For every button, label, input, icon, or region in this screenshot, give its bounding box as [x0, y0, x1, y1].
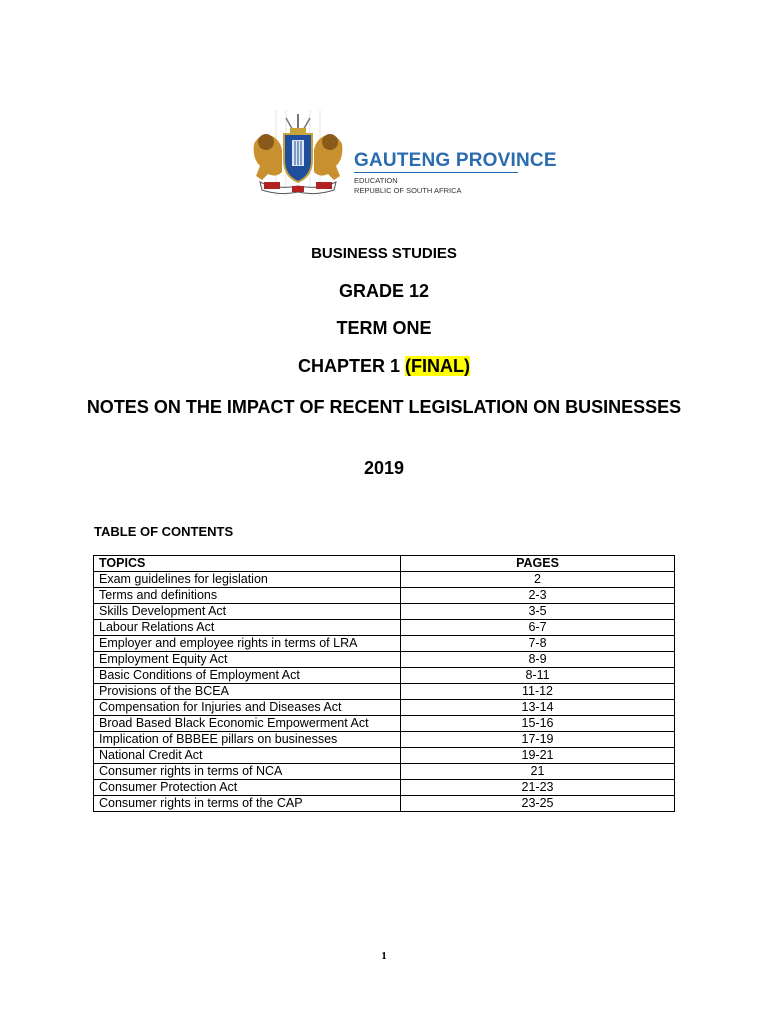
pages-cell: 13-14 [401, 700, 675, 716]
topic-cell: Compensation for Injuries and Diseases Act [94, 700, 401, 716]
pages-cell: 8-9 [401, 652, 675, 668]
grade-heading: GRADE 12 [338, 281, 430, 301]
topic-cell: Skills Development Act [94, 604, 401, 620]
pages-cell: 3-5 [401, 604, 675, 620]
topics-header: TOPICS [94, 556, 401, 572]
pages-cell: 15-16 [401, 716, 675, 732]
pages-cell: 6-7 [401, 620, 675, 636]
pages-cell: 2-3 [401, 588, 675, 604]
topic-cell: Employment Equity Act [94, 652, 401, 668]
topic-cell: Labour Relations Act [94, 620, 401, 636]
table-row [94, 796, 675, 812]
table-row [94, 572, 675, 588]
topic-cell: Implication of BBBEE pillars on businesses [94, 732, 401, 748]
coat-of-arms-icon [246, 110, 350, 196]
table-row [94, 748, 675, 764]
pages-cell: 7-8 [401, 636, 675, 652]
pages-cell: 11-12 [401, 684, 675, 700]
table-row [94, 732, 675, 748]
pages-header: PAGES [401, 556, 675, 572]
pages-cell: 21 [401, 764, 675, 780]
pages-cell: 8-11 [401, 668, 675, 684]
table-row [94, 700, 675, 716]
pages-cell: 19-21 [401, 748, 675, 764]
table-row [94, 716, 675, 732]
table-row [94, 780, 675, 796]
term-heading: TERM ONE [336, 318, 432, 338]
toc-table [93, 555, 675, 812]
table-row [94, 604, 675, 620]
pages-cell: 2 [401, 572, 675, 588]
gauteng-logo [246, 110, 557, 200]
country-name: REPUBLIC OF SOUTH AFRICA [354, 186, 462, 195]
topic-cell: Provisions of the BCEA [94, 684, 401, 700]
table-row [94, 588, 675, 604]
page-number: 1 [381, 950, 387, 962]
pages-cell: 21-23 [401, 780, 675, 796]
topic-cell: National Credit Act [94, 748, 401, 764]
topic-cell: Basic Conditions of Employment Act [94, 668, 401, 684]
topic-cell: Consumer Protection Act [94, 780, 401, 796]
year-heading: 2019 [363, 458, 405, 478]
logo-divider [354, 172, 518, 173]
chapter-label: CHAPTER 1 [297, 356, 400, 376]
toc-header-row [94, 556, 675, 572]
topic-cell: Exam guidelines for legislation [94, 572, 401, 588]
topic-cell: Broad Based Black Economic Empowerment Act [94, 716, 401, 732]
topic-cell: Employer and employee rights in terms of LRA [94, 636, 401, 652]
pages-cell: 23-25 [401, 796, 675, 812]
topic-cell: Terms and definitions [94, 588, 401, 604]
chapter-heading [0, 356, 768, 377]
table-row [94, 764, 675, 780]
table-row [94, 668, 675, 684]
topic-cell: Consumer rights in terms of the CAP [94, 796, 401, 812]
table-row [94, 684, 675, 700]
table-row [94, 636, 675, 652]
province-name: GAUTENG PROVINCE [354, 150, 557, 171]
notes-title: NOTES ON THE IMPACT OF RECENT LEGISLATION ON BUSINESSES [86, 397, 682, 417]
toc-title: TABLE OF CONTENTS [94, 524, 234, 539]
topic-cell: Consumer rights in terms of NCA [94, 764, 401, 780]
department-name: EDUCATION [354, 176, 398, 185]
table-row [94, 620, 675, 636]
subject-heading: BUSINESS STUDIES [311, 245, 457, 262]
final-flag: (FINAL) [405, 356, 470, 376]
pages-cell: 17-19 [401, 732, 675, 748]
table-row [94, 652, 675, 668]
